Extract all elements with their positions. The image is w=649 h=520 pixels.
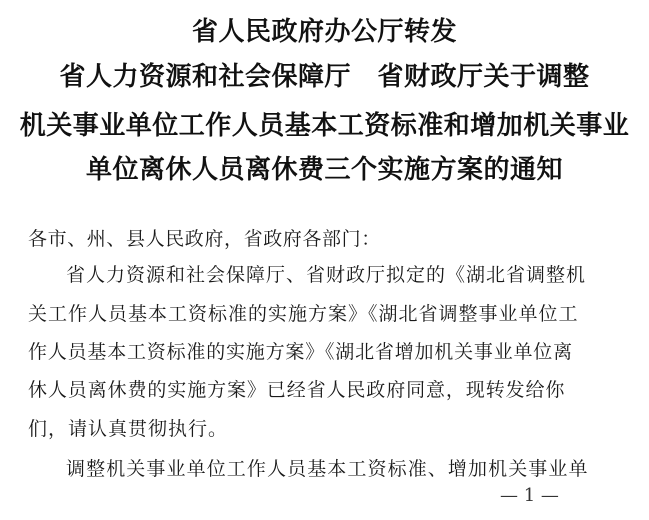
paragraph-1-line-5: 们，请认真贯彻执行。 — [28, 418, 229, 440]
paragraph-1-line-1: 省人力资源和社会保障厅、省财政厅拟定的《湖北省调整机 — [66, 264, 587, 286]
paragraph-1-line-3: 作人员基本工资标准的实施方案》《湖北省增加机关事业单位离 — [28, 341, 573, 363]
paragraph-1-line-4: 休人员离休费的实施方案》已经省人民政府同意，现转发给你 — [28, 379, 566, 401]
title-line-1: 省人民政府办公厅转发 — [191, 17, 457, 47]
title-line-3: 机关事业单位工作人员基本工资标准和增加机关事业 — [19, 111, 630, 141]
title-line-2: 省人力资源和社会保障厅 省财政厅关于调整 — [59, 62, 590, 92]
paragraph-2-line-1: 调整机关事业单位工作人员基本工资标准、增加机关事业单 — [66, 458, 589, 480]
paragraph-1-line-2: 关工作人员基本工资标准的实施方案》《湖北省调整事业单位工 — [28, 303, 579, 325]
page-number: — 1 — — [500, 485, 559, 506]
title-line-4: 单位离休人员离休费三个实施方案的通知 — [85, 155, 563, 185]
addressee-line: 各市、州、县人民政府，省政府各部门： — [28, 228, 381, 250]
